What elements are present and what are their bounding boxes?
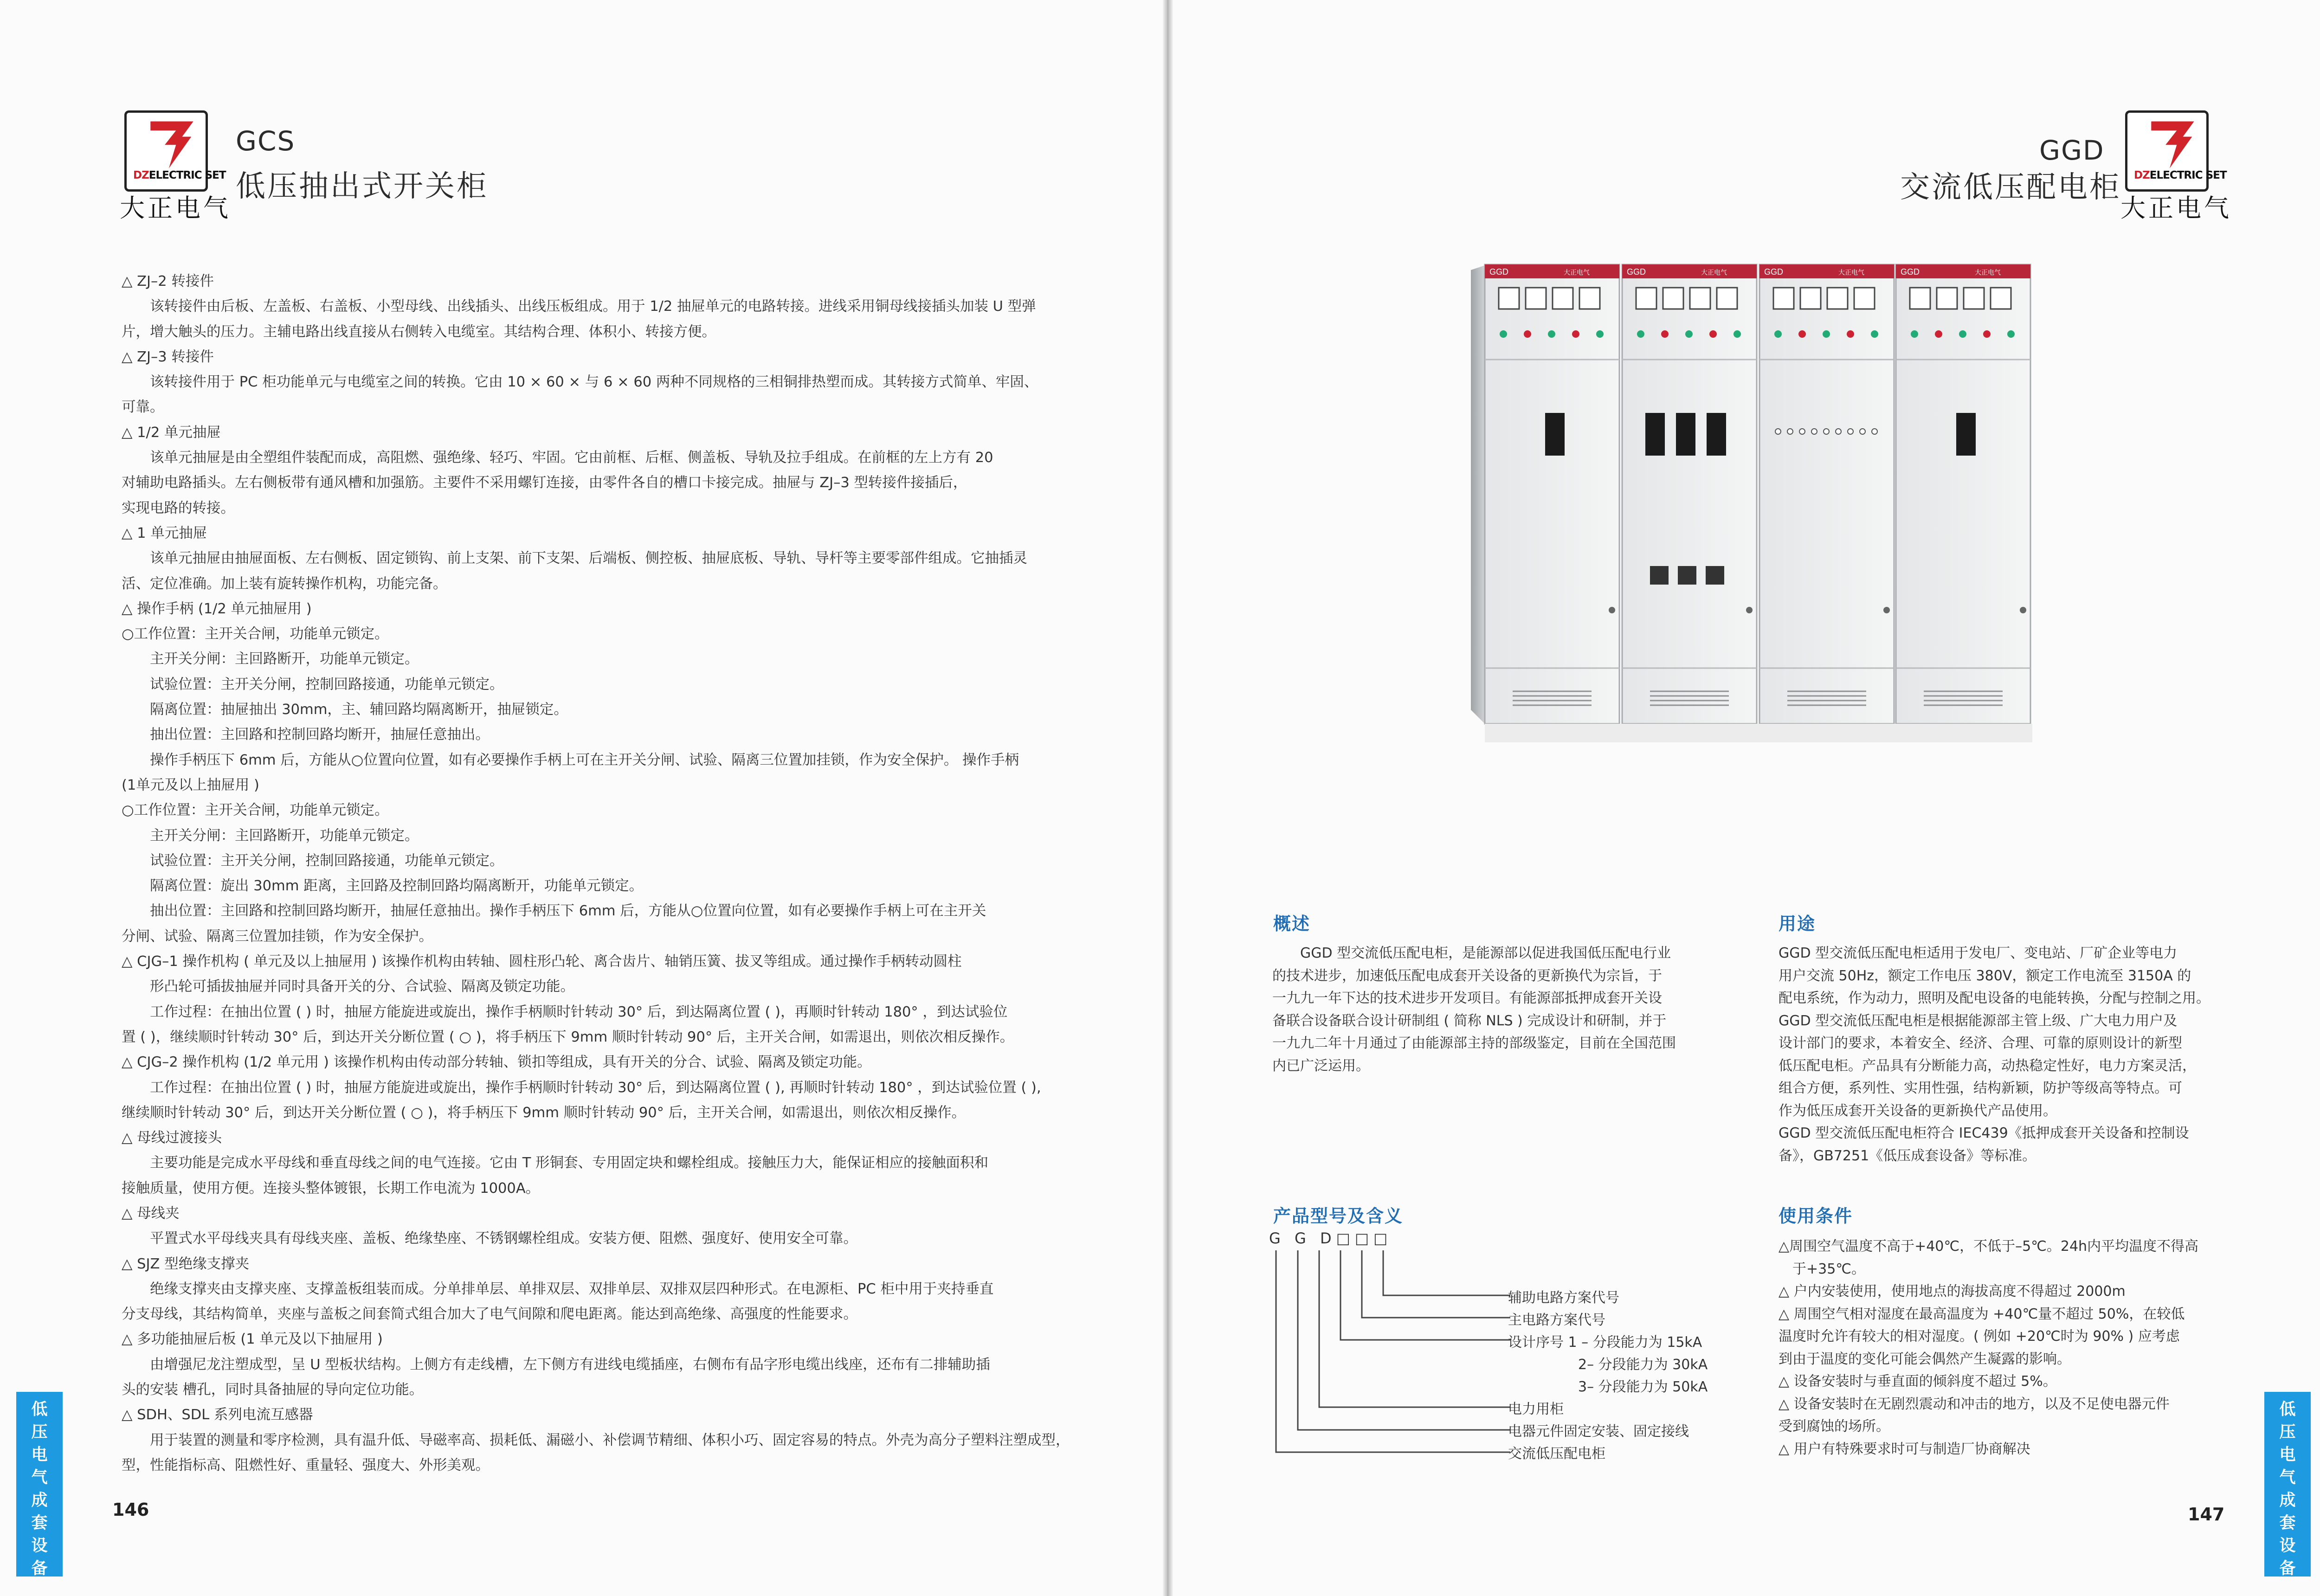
side-tab-char: 套: [31, 1514, 48, 1532]
indicator-light-icon: [1572, 330, 1579, 338]
body-text-line: △ ZJ–3 转接件: [122, 348, 214, 365]
cabinet-label: 大正电气: [1564, 269, 1590, 277]
meter-icon: [1636, 288, 1656, 309]
side-tab-char: 设: [2279, 1537, 2296, 1555]
meter-icon: [1717, 288, 1737, 309]
indicator-light-icon: [1959, 330, 1966, 338]
body-text-line: 接触质量，使用方便。连接头整体镀银，长期工作电流为 1000A。: [122, 1180, 540, 1197]
body-text-line: 由增强尼龙注塑成型，呈 U 型板状结构。上侧方有走线槽，左下侧方有进线电缆插座，右侧布有品字形电缆出线座，还布有二排辅助插: [122, 1356, 990, 1373]
body-text-line: 对辅助电路插头。左右侧板带有通风槽和加强筋。主要件不采用螺钉连接，由零件各自的槽口卡接完成。抽屉与 ZJ–3 型转接件接插后，: [122, 475, 967, 491]
body-text-line: △ SDH、SDL 系列电流互感器: [122, 1407, 313, 1423]
indicator-light-icon: [1935, 330, 1942, 338]
side-tab-char: 成: [31, 1491, 48, 1510]
body-text-line: ○工作位置：主开关合闸，功能单元锁定。: [122, 626, 389, 643]
usage-line: 用户交流 50Hz，额定工作电压 380V，额定工作电流至 3150A 的: [1779, 967, 2191, 984]
side-tab-char: 电: [31, 1446, 48, 1464]
body-text-line: (1单元及以上抽屉用 ): [122, 777, 259, 793]
body-text-line: △ CJG–1 操作机构 ( 单元及以上抽屉用 ) 该操作机构由转轴、圆柱形凸轮、离合齿片、轴销压簧、拔叉等组成。通过操作手柄转动圆柱: [122, 953, 962, 970]
body-text-line: 形凸轮可插拔抽屉并同时具备开关的分、合试验、隔离及锁定功能。: [122, 978, 574, 995]
page-gutter: [1163, 0, 1173, 1596]
overview-line: 一九九一年下达的技术进步开发项目。有能源部抵押成套开关设: [1272, 990, 1662, 1006]
overview-line: 内已广泛运用。: [1272, 1057, 1370, 1074]
body-text-line: 置 ( )，继续顺时针转动 30° 后，到达开关分断位置 ( ○ )，将手柄压下 9mm 顺时针转动 90° 后，主开关合闸，如需退出，则依次相反操作。: [122, 1029, 1014, 1045]
door-lock-icon: [1609, 607, 1615, 613]
logo-box: [2125, 110, 2227, 192]
logo-brand: 大正电气: [2120, 193, 2232, 223]
indicator-light-icon: [1500, 330, 1507, 338]
lightning-bolt-icon: [2146, 118, 2199, 169]
page-number-left: 146: [112, 1499, 149, 1520]
body-text-line: 主开关分闸：主回路断开，功能单元锁定。: [122, 827, 419, 844]
model-label: 3– 分段能力为 50kA: [1578, 1379, 1708, 1395]
indicator-light-icon: [1911, 330, 1918, 338]
model-label: 主电路方案代号: [1508, 1312, 1605, 1328]
cabinet-label: GGD: [1489, 267, 1509, 277]
model-label: 交流低压配电柜: [1508, 1446, 1605, 1462]
button-icon: [1860, 429, 1865, 434]
model-label: 辅助电路方案代号: [1508, 1290, 1619, 1306]
side-tab-char: 电: [2279, 1446, 2296, 1464]
side-tab-char: 低: [2279, 1400, 2296, 1419]
indicator-light-icon: [1548, 330, 1555, 338]
company-logo: [120, 110, 231, 223]
cabinet-label: 大正电气: [1975, 269, 2001, 277]
body-text-line: 操作手柄压下 6mm 后，方能从○位置向位置，如有必要操作手柄上可在主开关分闸、试验、隔离三位置加挂锁，作为安全保护。 操作手柄: [122, 752, 1019, 768]
body-text-line: 绝缘支撑夹由支撑夹座、支撑盖板组装而成。分单排单层、单排双层、双排单层、双排双层四种形式。在电源柜、PC 柜中用于夹持垂直: [122, 1281, 994, 1297]
indicator-light-icon: [1823, 330, 1830, 338]
indicator-light-icon: [1734, 330, 1741, 338]
body-text-line: △ 母线过渡接头: [122, 1130, 222, 1146]
body-text-line: 活、定位准确。加上装有旋转操作机构，功能完备。: [122, 575, 447, 592]
model-heading: 产品型号及含义: [1273, 1206, 1404, 1226]
model-label: 2– 分段能力为 30kA: [1578, 1357, 1708, 1373]
cabinet-label: 大正电气: [1701, 269, 1727, 277]
ggd-cabinet-photo: [1466, 260, 2042, 789]
body-text-line: 试验位置：主开关分闸，控制回路接通，功能单元锁定。: [122, 676, 504, 693]
meter-icon: [1526, 288, 1546, 309]
button-icon: [1787, 429, 1793, 434]
product-code: GCS: [236, 125, 296, 157]
meter-icon: [1910, 288, 1930, 309]
cabinet-label: 大正电气: [1838, 269, 1864, 277]
button-icon: [1836, 429, 1841, 434]
door-lock-icon: [1883, 607, 1890, 613]
usage-line: 配电系统，作为动力，照明及配电设备的电能转换，分配与控制之用。: [1779, 990, 2210, 1006]
model-label: 电器元件固定安装、固定接线: [1508, 1423, 1689, 1440]
button-icon: [1811, 429, 1817, 434]
body-text-line: 分支母线，其结构简单，夹座与盖板之间套简式组合加大了电气间隙和爬电距离。能达到高绝缘、高强度的性能要求。: [122, 1306, 857, 1323]
left-text-column: [122, 269, 1077, 1478]
indicator-light-icon: [1871, 330, 1878, 338]
meter-window-icon: [1706, 566, 1724, 585]
side-tab-char: 气: [2279, 1468, 2296, 1487]
overview-line: 的技术进步，加速低压配电成套开关设备的更新换代为宗旨，于: [1272, 967, 1662, 984]
side-tab-char: 套: [2279, 1514, 2296, 1532]
overview-line: 备联合设备联合设计研制组 ( 简称 NLS ) 完成设计和研制，并于: [1272, 1012, 1667, 1029]
body-text-line: 抽出位置：主回路和控制回路均断开，抽屉任意抽出。: [122, 727, 490, 743]
indicator-light-icon: [1798, 330, 1806, 338]
indicator-light-icon: [1685, 330, 1693, 338]
breaker-handle-icon: [1956, 413, 1976, 456]
meter-icon: [1553, 288, 1573, 309]
meter-window-icon: [1650, 566, 1669, 585]
breaker-handle-icon: [1545, 413, 1565, 456]
body-text-line: 实现电路的转接。: [122, 500, 235, 516]
body-text-line: 分闸、试验、隔离三位置加挂锁，作为安全保护。: [122, 928, 433, 945]
usage-line: GGD 型交流低压配电柜适用于发电厂、变电站、厂矿企业等电力: [1779, 945, 2178, 961]
conditions-text: [1779, 1236, 2198, 1461]
meter-icon: [1854, 288, 1875, 309]
side-tab-char: 设: [31, 1537, 48, 1555]
usage-line: 设计部门的要求，本着安全、经济、合理、可靠的原则设计的新型: [1779, 1035, 2182, 1051]
body-text-line: 型，性能指标高、阻燃性好、重量轻、强度大、外形美观。: [122, 1457, 490, 1474]
body-text-line: 该单元抽屉是由全塑组件装配而成，高阻燃、强绝缘、轻巧、牢固。它由前框、后框、侧盖板、导轨及拉手组成。在前框的左上方有 20: [122, 450, 993, 466]
company-logo-right: [2120, 110, 2232, 223]
indicator-light-icon: [1524, 330, 1531, 338]
body-text-line: △ 操作手柄 (1/2 单元抽屉用 ): [122, 600, 312, 617]
indicator-light-icon: [1847, 330, 1854, 338]
product-title-right: 交流低压配电柜: [1900, 170, 2121, 205]
overview-heading: 概述: [1273, 914, 1311, 934]
body-text-line: 该转接件用于 PC 柜功能单元与电缆室之间的转换。它由 10 × 60 × 与 6 × 60 两种不同规格的三相铜排热塑而成。其转接方式简单、牢固、: [122, 374, 1038, 391]
side-tab-char: 压: [2279, 1423, 2296, 1442]
conditions-line: △ 用户有特殊要求时可与制造厂协商解决: [1779, 1441, 2030, 1457]
usage-line: 组合方便，系列性、实用性强，结构新颖，防护等级高等特点。可: [1779, 1080, 2182, 1096]
body-text-line: △ 1/2 单元抽屉: [122, 424, 221, 441]
usage-line: 备》，GB7251《低压成套设备》等标准。: [1779, 1147, 2036, 1164]
meter-icon: [1773, 288, 1794, 309]
body-text-line: 平置式水平母线夹具有母线夹座、盖板、绝缘垫座、不锈钢螺栓组成。安装方便、阻燃、强度好、使用安全可靠。: [122, 1230, 857, 1247]
conditions-line: △ 设备安装时在无剧烈震动和冲击的地方，以及不足使电器元件: [1779, 1396, 2170, 1412]
page-number-right: 147: [2188, 1504, 2225, 1525]
usage-text: [1779, 942, 2210, 1167]
meter-icon: [1499, 288, 1519, 309]
button-icon: [1848, 429, 1853, 434]
usage-line: GGD 型交流低压配电柜符合 IEC439《抵押成套开关设备和控制设: [1779, 1125, 2189, 1141]
indicator-light-icon: [2007, 330, 2015, 338]
indicator-light-icon: [1709, 330, 1717, 338]
product-code-right: GGD: [2039, 135, 2105, 166]
side-tab-right: [2264, 1392, 2311, 1577]
overview-line: 一九九二年十月通过了由能源部主持的部级鉴定，目前在全国范围: [1272, 1035, 1676, 1051]
side-tab-char: 成: [2279, 1491, 2296, 1510]
logo-box: [124, 110, 226, 192]
button-icon: [1799, 429, 1805, 434]
body-text-line: △ SJZ 型绝缘支撑夹: [122, 1255, 250, 1272]
conditions-line: 到由于温度的变化可能会偶然产生凝露的影响。: [1779, 1351, 2071, 1367]
conditions-heading: 使用条件: [1779, 1206, 1853, 1226]
meter-icon: [1663, 288, 1683, 309]
indicator-light-icon: [1983, 330, 1991, 338]
button-icon: [1872, 429, 1877, 434]
body-text-line: 试验位置：主开关分闸，控制回路接通，功能单元锁定。: [122, 852, 504, 869]
usage-line: 作为低压成套开关设备的更新换代产品使用。: [1779, 1102, 2057, 1119]
overview-line: GGD 型交流低压配电柜，是能源部以促进我国低压配电行业: [1272, 945, 1671, 961]
body-text-line: 该单元抽屉由抽屉面板、左右侧板、固定锁钩、前上支架、前下支架、后端板、侧控板、抽屉底板、导轨、导杆等主要零部件组成。它抽插灵: [122, 550, 1027, 567]
door-lock-icon: [1746, 607, 1753, 613]
logo-small-text: DZELECTRIC SET: [133, 169, 226, 181]
meter-icon: [1579, 288, 1600, 309]
body-text-line: △ CJG–2 操作机构 (1/2 单元用 ) 该操作机构由传动部分转轴、锁扣等组成，具有开关的分合、试验、隔离及锁定功能。: [122, 1054, 871, 1071]
conditions-line: △周围空气温度不高于+40℃，不低于–5℃。24h内平均温度不得高: [1779, 1238, 2199, 1255]
usage-heading: 用途: [1779, 914, 1816, 934]
logo-small-text: DZELECTRIC SET: [2134, 169, 2227, 181]
side-tab-left: [16, 1392, 63, 1577]
side-tab-char: 气: [31, 1468, 48, 1487]
conditions-line: △ 设备安装时与垂直面的倾斜度不超过 5%。: [1779, 1373, 2057, 1390]
body-text-line: ○工作位置：主开关合闸，功能单元锁定。: [122, 802, 389, 819]
side-tab-char: 备: [2279, 1559, 2296, 1578]
body-text-line: 抽出位置：主回路和控制回路均断开，抽屉任意抽出。操作手柄压下 6mm 后，方能从○位置向位置，如有必要操作手柄上可在主开关: [122, 903, 986, 920]
body-text-line: 头的安装 槽孔，同时具备抽屉的导向定位功能。: [122, 1382, 424, 1398]
body-text-line: 可靠。: [122, 399, 164, 416]
indicator-light-icon: [1637, 330, 1644, 338]
model-code-diagram: [1269, 1229, 1710, 1471]
conditions-line: △ 周围空气相对湿度在最高温度为 +40℃量不超过 50%，在较低: [1779, 1306, 2185, 1322]
body-text-line: △ 母线夹: [122, 1205, 180, 1222]
button-icon: [1824, 429, 1829, 434]
body-text-line: 隔离位置：抽屉抽出 30mm，主、辅回路均隔离断开，抽屉锁定。: [122, 701, 568, 718]
model-label: 设计序号 1 – 分段能力为 15kA: [1508, 1334, 1702, 1351]
body-text-line: 继续顺时针转动 30° 后，到达开关分断位置 ( ○ )，将手柄压下 9mm 顺时针转动 90° 后，主开关合闸，如需退出，则依次相反操作。: [122, 1104, 966, 1121]
model-label: 电力用柜: [1508, 1401, 1564, 1417]
meter-icon: [1800, 288, 1821, 309]
body-text-line: 主开关分闸：主回路断开，功能单元锁定。: [122, 651, 419, 668]
side-tab-char: 压: [31, 1423, 48, 1442]
side-tab-char: 备: [31, 1559, 48, 1578]
breaker-handle-icon: [1645, 413, 1665, 456]
side-tab-char: 低: [31, 1400, 48, 1419]
cabinet-label: GGD: [1627, 267, 1646, 277]
indicator-light-icon: [1661, 330, 1669, 338]
body-text-line: △ 1 单元抽屉: [122, 525, 207, 541]
conditions-line: 受到腐蚀的场所。: [1779, 1418, 1890, 1435]
model-code: G G D□□□: [1269, 1229, 1392, 1247]
body-text-line: △ 多功能抽屉后板 (1 单元及以下抽屉用 ): [122, 1331, 383, 1348]
body-text-line: 工作过程：在抽出位置 ( ) 时，抽屉方能旋进或旋出，操作手柄顺时针转动 30° 后，到达隔离位置 ( ), 再顺时针转动 180° ，到达试验位置 ( ),: [122, 1079, 1041, 1096]
breaker-handle-icon: [1676, 413, 1695, 456]
indicator-light-icon: [1596, 330, 1604, 338]
product-title: 低压抽出式开关柜: [236, 169, 488, 204]
body-text-line: 该转接件由后板、左盖板、右盖板、小型母线、出线插头、出线压板组成。用于 1/2 抽屉单元的电路转接。进线采用铜母线接插头加装 U 型弹: [122, 298, 1036, 315]
conditions-line: 温度时允许有较大的相对湿度。( 例如 +20℃时为 90% ) 应考虑: [1779, 1328, 2180, 1345]
button-icon: [1775, 429, 1781, 434]
usage-line: 低压配电柜。产品具有分断能力高，动热稳定性好，电力方案灵活，: [1779, 1057, 2196, 1074]
body-text-line: 主要功能是完成水平母线和垂直母线之间的电气连接。它由 T 形铜套、专用固定块和螺栓组成。接触压力大，能保证相应的接触面积和: [122, 1155, 989, 1171]
usage-line: GGD 型交流低压配电柜是根据能源部主管上级、广大电力用户及: [1779, 1012, 2178, 1029]
meter-icon: [1964, 288, 1984, 309]
meter-icon: [1991, 288, 2011, 309]
meter-icon: [1690, 288, 1710, 309]
lightning-bolt-icon: [145, 118, 199, 169]
body-text-line: 用于装置的测量和零序检测，具有温升低、导磁率高、损耗低、漏磁小、补偿调节精细、体积小巧、固定容易的特点。外壳为高分子塑料注塑成型，: [122, 1432, 1070, 1448]
door-lock-icon: [2020, 607, 2026, 613]
body-text-line: 片，增大触头的压力。主辅电路出线直接从右侧转入电缆室。其结构合理、体积小、转接方便。: [122, 323, 716, 340]
body-text-line: 隔离位置：旋出 30mm 距离，主回路及控制回路均隔离断开，功能单元锁定。: [122, 878, 644, 895]
conditions-line: 于+35℃。: [1779, 1261, 1866, 1277]
breaker-handle-icon: [1707, 413, 1726, 456]
overview-text: [1272, 942, 1676, 1077]
cabinet-label: GGD: [1901, 267, 1920, 277]
indicator-light-icon: [1774, 330, 1782, 338]
body-text-line: 工作过程：在抽出位置 ( ) 时，抽屉方能旋进或旋出，操作手柄顺时针转动 30° 后，到达隔离位置 ( )，再顺时针转动 180° ，到达试验位: [122, 1004, 1008, 1020]
meter-window-icon: [1678, 566, 1696, 585]
conditions-line: △ 户内安装使用，使用地点的海拔高度不得超过 2000m: [1779, 1283, 2126, 1300]
body-text-line: △ ZJ–2 转接件: [122, 273, 214, 290]
logo-brand: 大正电气: [120, 193, 231, 223]
meter-icon: [1937, 288, 1957, 309]
meter-icon: [1827, 288, 1848, 309]
cabinet-label: GGD: [1764, 267, 1784, 277]
